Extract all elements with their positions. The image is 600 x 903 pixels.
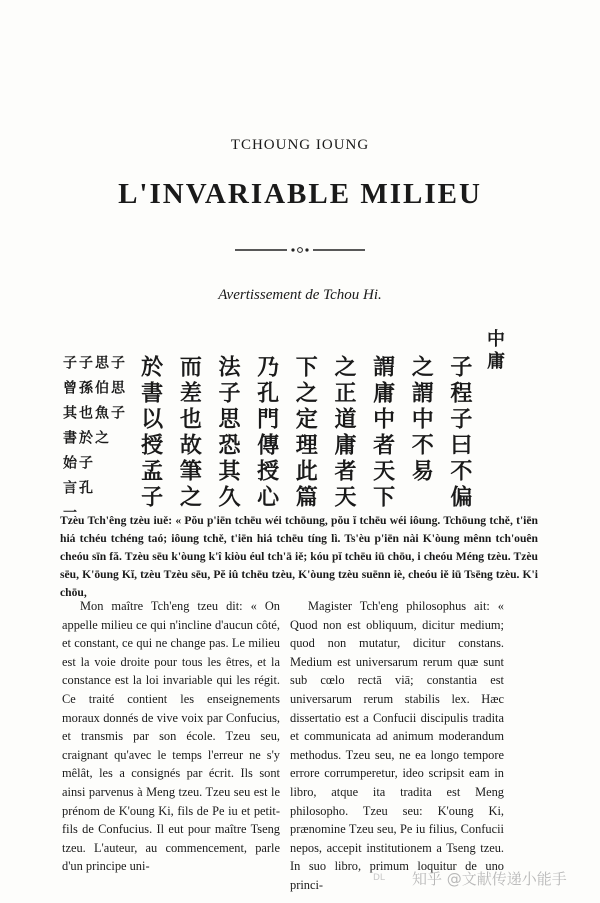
chinese-title: 中庸: [484, 329, 505, 373]
chinese-annotation-column: 子思子: [109, 355, 125, 430]
chinese-annotation-group: [61, 355, 125, 530]
chinese-annotation-column: 思伯魚之: [93, 355, 109, 455]
chinese-annotation-column: 子曾其書始言一: [61, 355, 77, 530]
romanization-paragraph: Tzèu Tch'êng tzèu iuě: « Pŏu p'iēn tchēu wéi tchōung, pŏu ĭ tchēu wéi iôung. Tchōung tchě, t'iēn hiá tchéu tchéng taó; iôung tchě, t'iēn hiá tchēu tíng lì. Ts'èu p'iēn nài K'òung mênn tch'ouên cheóu sīn fă. Tzèu sēu k'òung k'î kiòu éul tch'ā iě; kóu pĭ tchēu iū chōu, i cheóu Méng tzèu. Tzèu sēu, K'ōung Kĭ, tzèu Tzèu sēu, Pĕ iû tchēu tzèu, K'òung tzèu suēnn iè, cheóu iě iū Tsēng tzèu. K'i chōu,: [60, 514, 538, 599]
chinese-column: 子程子曰不偏: [446, 355, 472, 511]
chinese-annotation-column: 子孫也於子孔: [77, 355, 93, 505]
chinese-column: 乃孔門傳授心: [253, 355, 279, 511]
main-title: L'INVARIABLE MILIEU: [118, 178, 482, 210]
french-paragraph: Mon maître Tch'eng tzeu dit: « On appelle milieu ce qui n'incline d'aucun côté, et constant, ce qui ne change pas. Le milieu est la voie droite pour tous les êtres, et la constance est la loi invariable qui les régit. Ce traité contient les enseignements moraux donnés de vive voix par Confucius, et transmis par son école. Tzeu seu, craignant qu'avec le temps l'erreur ne s'y mêlât, les a consignés par écrit. Ils sont ainsi parvenus à Meng tzeu. Tzeu seu est le prénom de K'oung Ki, fils de Pe iu et petit-fils de Confucius. Il eut pour maître Tseng tzeu. L'auteur, au commencement, parle d'un principe uni-: [62, 599, 280, 874]
subtitle: Avertissement de Tchou Hi.: [218, 287, 382, 303]
chinese-column: 法子思恐其久: [214, 355, 240, 511]
ornament-divider-icon: [235, 246, 365, 254]
latin-paragraph: Magister Tch'eng philosophus ait: « Quod non est obliquum, dicitur medium; quod non mutatur, dicitur constans. Medium est universarum rerum quæ sunt sub cœlo rectā viā; constantia est universarum rerum stabilis lex. Hæc dissertatio est a Confucii discipulis tradita et communicata ad animum moderandum methodus. Tzeu seu, ne ea longo tempore errore corrumperetur, ideo scripsit eam in libro, atque ita tradita est Meng philosopho. Tzeu seu: K'oung Ki, prænomine Tzeu seu, Pe iu filius, Confucii nepos, accepit institutionem a Tseng tzeu. In suo libro, primum loquitur de uno princi-: [290, 599, 504, 892]
chinese-column: 而差也故筆之: [176, 355, 202, 511]
chinese-column: 於書以授孟子: [137, 355, 163, 511]
chinese-column: 之正道庸者天: [330, 355, 356, 511]
watermark: 知乎 @文献传递小能手: [412, 870, 567, 888]
chinese-column: 下之定理此篇: [292, 355, 318, 511]
watermark-small: DL: [373, 873, 385, 883]
chinese-text-block: [61, 355, 472, 530]
running-title: TCHOUNG IOUNG: [230, 137, 370, 153]
chinese-column: 之謂中不易: [408, 355, 434, 485]
french-column: [62, 597, 280, 876]
chinese-column: 謂庸中者天下: [369, 355, 395, 511]
latin-column: [290, 597, 504, 895]
